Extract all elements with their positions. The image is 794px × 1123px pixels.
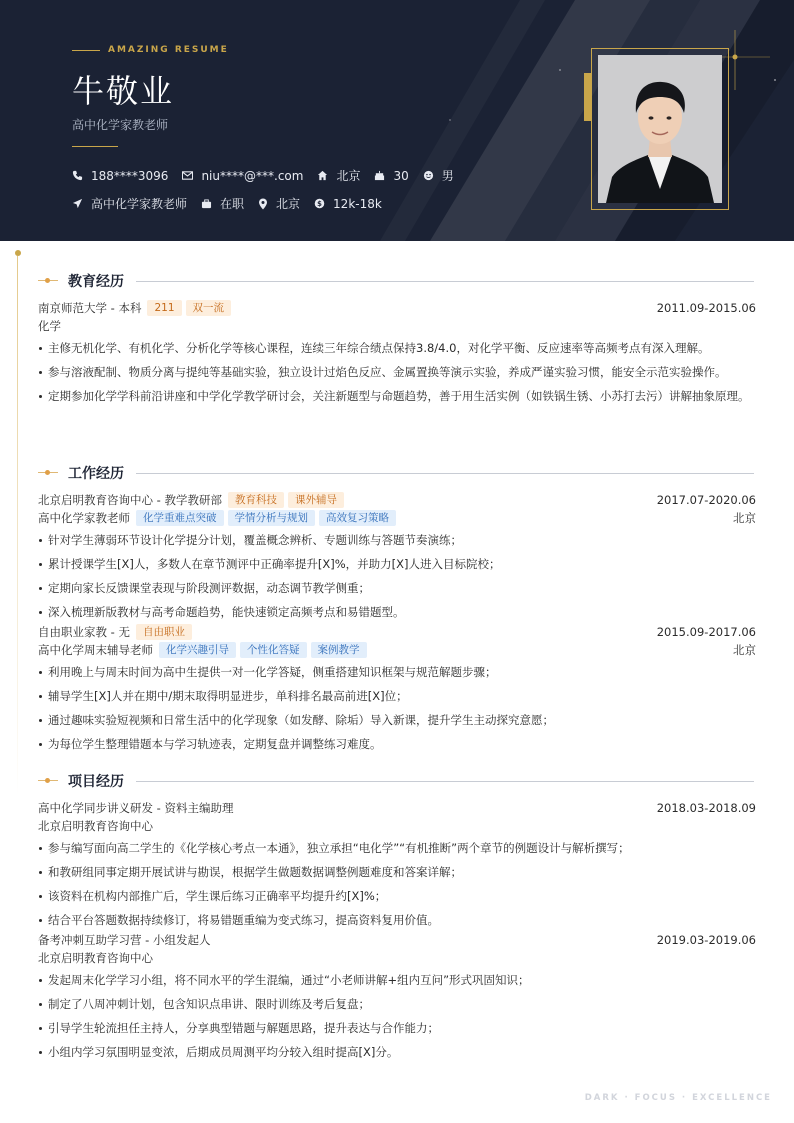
section-marker-icon	[38, 776, 58, 786]
timeline-dot	[15, 250, 21, 256]
list-item: 结合平台答题数据持续修订，将易错题重编为变式练习，提高资料复用价值。	[38, 910, 756, 930]
project-name: 备考冲刺互助学习营 - 小组发起人	[38, 933, 211, 947]
section-title: 项目经历	[68, 774, 124, 790]
location-pin-icon	[258, 198, 268, 210]
skill-tag: 高效复习策略	[319, 510, 396, 526]
avatar	[598, 55, 722, 203]
project-entry	[38, 799, 756, 930]
list-item: 深入梳理新版教材与高考命题趋势，能快速锁定高频考点和易错题型。	[38, 602, 756, 622]
list-item: 通过趣味实验短视频和日常生活中的化学现象（如发酵、除垢）导入新课，提升学生主动探究意愿；	[38, 710, 756, 730]
work-entry	[38, 491, 756, 622]
gender-icon	[423, 170, 434, 181]
work-bullets	[38, 662, 756, 754]
tag-211: 211	[147, 300, 181, 316]
project-org: 北京启明教育咨询中心	[38, 951, 153, 965]
list-item: 和教研组同事定期开展试讲与勘误，根据学生做题数据调整例题难度和答案详解；	[38, 862, 756, 882]
role-title: 高中化学周末辅导老师	[38, 643, 153, 657]
intent-salary	[314, 197, 382, 211]
home-icon	[317, 170, 328, 181]
intent-position-text: 高中化学家教老师	[91, 197, 188, 211]
skill-tag: 化学重难点突破	[136, 510, 224, 526]
tag-double-first-class: 双一流	[186, 300, 232, 316]
cake-icon	[374, 170, 385, 181]
city-text: 北京	[336, 169, 361, 183]
education-entry	[38, 299, 756, 406]
skill-tag: 个性化答疑	[240, 642, 307, 658]
candidate-name: 牛敬业	[72, 72, 175, 110]
intent-status-text: 在职	[220, 197, 245, 211]
contact-gender	[423, 167, 454, 184]
section-title: 工作经历	[68, 466, 124, 482]
list-item: 累计授课学生[X]人，多数人在章节测评中正确率提升[X]%，并助力[X]人进入目标院校；	[38, 554, 756, 574]
work-location: 北京	[733, 511, 756, 525]
intent-city-text: 北京	[276, 197, 301, 211]
project-name: 高中化学同步讲义研发 - 资料主编助理	[38, 801, 234, 815]
intent-city	[258, 195, 300, 212]
job-intent-row	[72, 195, 396, 212]
list-item: 主修无机化学、有机化学、分析化学等核心课程，连续三年综合绩点保持3.8/4.0，对化学平衡、反应速率等高频考点有深入理解。	[38, 338, 756, 358]
section-header-projects	[38, 771, 754, 791]
list-item: 利用晚上与周末时间为高中生提供一对一化学答疑，侧重搭建知识框架与规范解题步骤；	[38, 662, 756, 682]
send-icon	[72, 198, 83, 209]
svg-text:$: $	[317, 199, 322, 208]
industry-tag: 教育科技	[228, 492, 284, 508]
major: 化学	[38, 319, 61, 333]
role-title: 高中化学家教老师	[38, 511, 130, 525]
footer-motto: DARK · FOCUS · EXCELLENCE	[584, 1093, 772, 1103]
education-bullets	[38, 338, 756, 406]
company-name: 自由职业家教 - 无	[38, 625, 130, 639]
company-name: 北京启明教育咨询中心 - 教学教研部	[38, 493, 222, 507]
section-title: 教育经历	[68, 274, 124, 290]
timeline-line	[17, 256, 18, 796]
section-marker-icon	[38, 276, 58, 286]
list-item: 辅导学生[X]人并在期中/期末取得明显进步，单科排名最高前进[X]位；	[38, 686, 756, 706]
project-date: 2019.03-2019.06	[656, 933, 756, 947]
briefcase-icon	[201, 199, 212, 209]
project-date: 2018.03-2018.09	[656, 801, 756, 815]
list-item: 为每位学生整理错题本与学习轨迹表，定期复盘并调整练习难度。	[38, 734, 756, 754]
skill-tag: 学情分析与规划	[228, 510, 316, 526]
skill-tag: 案例教学	[311, 642, 367, 658]
industry-tag: 课外辅导	[288, 492, 344, 508]
age-text: 30	[393, 168, 409, 183]
salary-text: 12k-18k	[333, 196, 382, 211]
contact-row	[72, 167, 468, 184]
section-header-education	[38, 271, 754, 291]
photo-accent-bar	[584, 73, 591, 121]
contact-email	[182, 169, 303, 183]
money-icon	[314, 198, 325, 209]
list-item: 小组内学习氛围明显变浓，后期成员周测平均分较入组时提高[X]分。	[38, 1042, 756, 1062]
intent-status	[201, 195, 244, 212]
industry-tag: 自由职业	[136, 624, 192, 640]
gold-divider	[72, 146, 118, 147]
gender-text: 男	[441, 169, 454, 183]
tagline-rule	[72, 50, 100, 51]
project-bullets	[38, 838, 756, 930]
section-rule	[136, 473, 754, 474]
contact-phone	[72, 169, 168, 183]
section-header-work	[38, 463, 754, 483]
portrait-image	[598, 55, 722, 203]
list-item: 该资料在机构内部推广后，学生课后练习正确率平均提升约[X]%；	[38, 886, 756, 906]
school-name: 南京师范大学 - 本科	[38, 301, 142, 315]
list-item: 针对学生薄弱环节设计化学提分计划，覆盖概念辨析、专题训练与答题节奏演练；	[38, 530, 756, 550]
section-rule	[136, 281, 754, 282]
list-item: 发起周末化学学习小组，将不同水平的学生混编，通过“小老师讲解+组内互问”形式巩固知识；	[38, 970, 756, 990]
work-entry	[38, 623, 756, 754]
work-bullets	[38, 530, 756, 622]
contact-city	[317, 167, 360, 184]
list-item: 参与溶液配制、物质分离与提纯等基础实验，独立设计过焰色反应、金属置换等演示实验，养成严谨实验习惯，能安全示范实验操作。	[38, 362, 756, 382]
section-marker-icon	[38, 468, 58, 478]
project-bullets	[38, 970, 756, 1062]
intent-position	[72, 195, 187, 212]
list-item: 定期参加化学学科前沿讲座和中学化学教学研讨会，关注新题型与命题趋势，善于用生活实例（如铁锅生锈、小苏打去污）讲解抽象原理。	[38, 386, 756, 406]
work-date: 2017.07-2020.06	[656, 493, 756, 507]
list-item: 参与编写面向高二学生的《化学核心考点一本通》，独立承担“电化学”“有机推断”两个章节的例题设计与解析撰写；	[38, 838, 756, 858]
tagline: AMAZING RESUME	[108, 45, 229, 55]
mail-icon	[182, 171, 193, 180]
list-item: 定期向家长反馈课堂表现与阶段测评数据，动态调节教学侧重；	[38, 578, 756, 598]
project-org: 北京启明教育咨询中心	[38, 819, 153, 833]
list-item: 制定了八周冲刺计划，包含知识点串讲、限时训练及考后复盘；	[38, 994, 756, 1014]
work-location: 北京	[733, 643, 756, 657]
skill-tag: 化学兴趣引导	[159, 642, 236, 658]
project-entry	[38, 931, 756, 1062]
phone-icon	[72, 170, 83, 181]
email-text: niu****@***.com	[201, 168, 304, 183]
resume-header	[0, 0, 794, 241]
section-rule	[136, 781, 754, 782]
list-item: 引导学生轮流担任主持人，分享典型错题与解题思路，提升表达与合作能力；	[38, 1018, 756, 1038]
phone-text: 188****3096	[91, 168, 169, 183]
education-date: 2011.09-2015.06	[656, 301, 756, 315]
job-title: 高中化学家教老师	[72, 118, 169, 132]
work-date: 2015.09-2017.06	[656, 625, 756, 639]
contact-age	[374, 169, 408, 183]
